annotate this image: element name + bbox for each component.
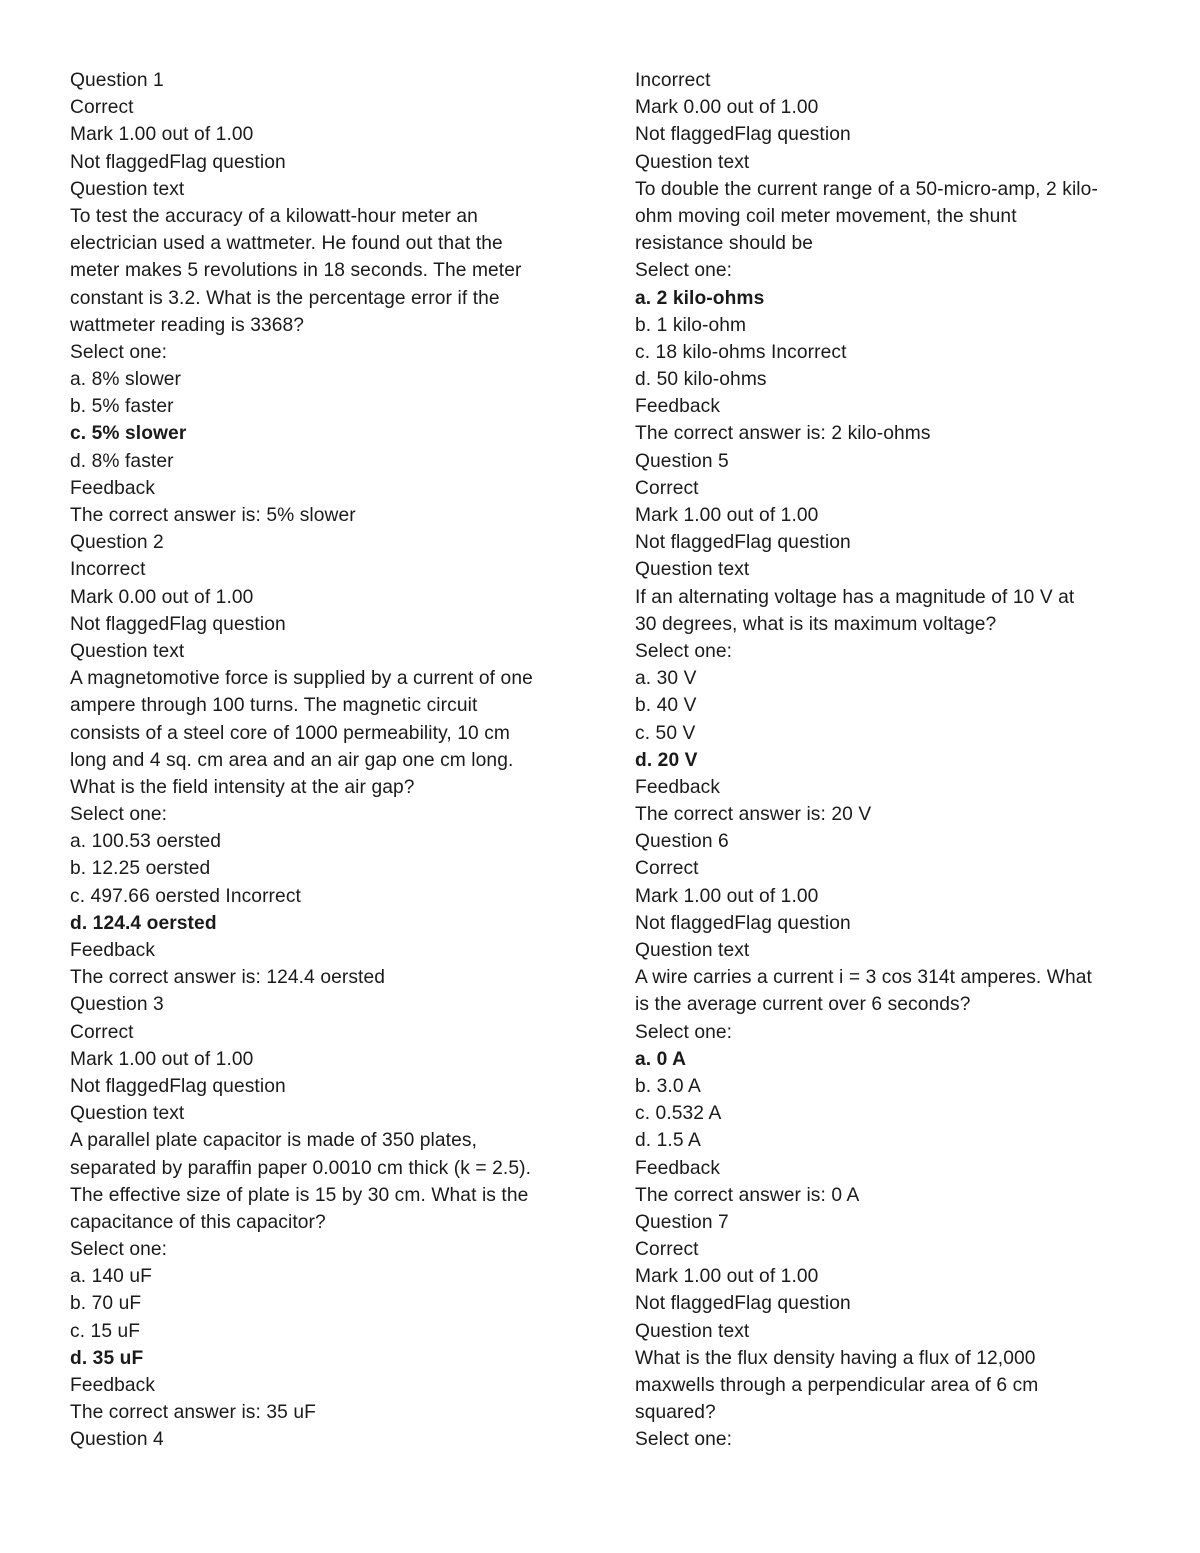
select-one-label: Select one: bbox=[70, 804, 168, 826]
question-text-line: To double the current range of a 50-micro-amp, 2 kilo- bbox=[635, 178, 1098, 200]
feedback-label: Feedback bbox=[70, 940, 156, 961]
question-text-line: electrician used a wattmeter. He found out that the bbox=[70, 233, 503, 255]
question-text-line: is the average current over 6 seconds? bbox=[635, 994, 971, 1016]
question-mark: Mark 1.00 out of 1.00 bbox=[635, 885, 819, 907]
answer-option[interactable]: a. 30 V bbox=[635, 668, 697, 690]
question-number: Question 1 bbox=[70, 70, 164, 91]
question-mark: Mark 1.00 out of 1.00 bbox=[635, 505, 819, 526]
question-state: Correct bbox=[635, 1239, 699, 1261]
question-text-line: ampere through 100 turns. The magnetic circuit bbox=[70, 695, 478, 717]
question-text-line: consists of a steel core of 1000 permeability, 10 cm bbox=[70, 722, 510, 744]
answer-option[interactable]: c. 15 uF bbox=[70, 1320, 141, 1342]
flag-question-link[interactable]: Not flaggedFlag question bbox=[635, 912, 851, 934]
answer-option[interactable]: b. 12.25 oersted bbox=[70, 858, 211, 880]
flag-question-link[interactable]: Not flaggedFlag question bbox=[70, 1075, 286, 1097]
question-text-line: A wire carries a current i = 3 cos 314t amperes. What bbox=[635, 967, 1092, 989]
flag-question-link[interactable]: Not flaggedFlag question bbox=[635, 124, 851, 146]
question-text-line: 30 degrees, what is its maximum voltage? bbox=[635, 613, 997, 635]
answer-option-correct[interactable]: a. 2 kilo-ohms bbox=[635, 287, 765, 309]
question-text-label: Question text bbox=[635, 559, 750, 581]
answer-option[interactable]: b. 70 uF bbox=[70, 1293, 142, 1315]
select-one-label: Select one: bbox=[635, 260, 733, 282]
question-text-line: The effective size of plate is 15 by 30 cm. What is the bbox=[70, 1184, 529, 1206]
answer-option[interactable]: b. 40 V bbox=[635, 695, 697, 717]
flag-question-link[interactable]: Not flaggedFlag question bbox=[635, 532, 851, 554]
question-text-line: What is the field intensity at the air gap? bbox=[70, 776, 415, 798]
answer-option[interactable]: b. 1 kilo-ohm bbox=[635, 314, 747, 336]
feedback-label: Feedback bbox=[70, 1375, 156, 1396]
answer-option-correct[interactable]: d. 124.4 oersted bbox=[70, 912, 217, 934]
select-one-label: Select one: bbox=[635, 640, 733, 662]
question-number: Question 4 bbox=[70, 1429, 164, 1451]
question-text-line: resistance should be bbox=[635, 233, 813, 255]
question-text-line: If an alternating voltage has a magnitude of 10 V at bbox=[635, 586, 1075, 608]
select-one-label: Select one: bbox=[70, 341, 168, 363]
answer-option[interactable]: d. 50 kilo-ohms bbox=[635, 369, 767, 391]
question-text-line: ohm moving coil meter movement, the shunt bbox=[635, 205, 1017, 227]
answer-option-correct[interactable]: d. 35 uF bbox=[70, 1347, 144, 1369]
question-text-line: constant is 3.2. What is the percentage error if the bbox=[70, 287, 500, 309]
answer-option[interactable]: b. 5% faster bbox=[70, 396, 174, 418]
left-column bbox=[70, 67, 575, 1454]
question-text-line: squared? bbox=[635, 1402, 716, 1424]
question-number: Question 5 bbox=[635, 450, 729, 472]
answer-option[interactable]: b. 3.0 A bbox=[635, 1075, 701, 1097]
question-mark: Mark 0.00 out of 1.00 bbox=[70, 586, 254, 608]
question-text-line: capacitance of this capacitor? bbox=[70, 1211, 326, 1233]
question-text-line: To test the accuracy of a kilowatt-hour meter an bbox=[70, 205, 478, 227]
answer-option-correct[interactable]: c. 5% slower bbox=[70, 423, 187, 445]
correct-answer-text: The correct answer is: 2 kilo-ohms bbox=[635, 423, 931, 445]
question-text-line: wattmeter reading is 3368? bbox=[70, 314, 305, 336]
select-one-label: Select one: bbox=[635, 1021, 733, 1043]
correct-answer-text: The correct answer is: 35 uF bbox=[70, 1402, 316, 1424]
answer-option-correct[interactable]: d. 20 V bbox=[635, 749, 698, 771]
question-text-line: separated by paraffin paper 0.0010 cm thick (k = 2.5). bbox=[70, 1157, 532, 1179]
question-text-line: meter makes 5 revolutions in 18 seconds. The meter bbox=[70, 260, 522, 282]
question-text-label: Question text bbox=[635, 1320, 750, 1342]
feedback-label: Feedback bbox=[70, 477, 156, 499]
question-number: Question 3 bbox=[70, 994, 164, 1016]
question-state: Incorrect bbox=[70, 559, 146, 581]
question-text-line: long and 4 sq. cm area and an air gap one cm long. bbox=[70, 749, 514, 771]
question-text-line: A parallel plate capacitor is made of 350 plates, bbox=[70, 1130, 478, 1152]
answer-option-correct[interactable]: a. 0 A bbox=[635, 1048, 687, 1070]
flag-question-link[interactable]: Not flaggedFlag question bbox=[70, 613, 286, 635]
correct-answer-text: The correct answer is: 5% slower bbox=[70, 505, 356, 526]
answer-option[interactable]: a. 140 uF bbox=[70, 1266, 152, 1288]
answer-option[interactable]: c. 50 V bbox=[635, 722, 696, 744]
correct-answer-text: The correct answer is: 124.4 oersted bbox=[70, 967, 386, 989]
answer-option-incorrect[interactable]: c. 497.66 oersted Incorrect bbox=[70, 885, 301, 907]
question-text-line: maxwells through a perpendicular area of 6 cm bbox=[635, 1375, 1039, 1396]
select-one-label: Select one: bbox=[70, 1239, 168, 1261]
right-column bbox=[635, 67, 1140, 1454]
question-state: Incorrect bbox=[635, 70, 711, 91]
answer-option-incorrect[interactable]: c. 18 kilo-ohms Incorrect bbox=[635, 341, 847, 363]
question-text-line: What is the flux density having a flux of 12,000 bbox=[635, 1347, 1036, 1369]
question-mark: Mark 1.00 out of 1.00 bbox=[70, 124, 254, 146]
answer-option[interactable]: d. 8% faster bbox=[70, 450, 174, 472]
correct-answer-text: The correct answer is: 0 A bbox=[635, 1184, 860, 1206]
question-mark: Mark 0.00 out of 1.00 bbox=[635, 97, 819, 119]
feedback-label: Feedback bbox=[635, 776, 721, 798]
question-number: Question 6 bbox=[635, 831, 729, 853]
question-state: Correct bbox=[70, 97, 134, 119]
question-state: Correct bbox=[635, 858, 699, 880]
feedback-label: Feedback bbox=[635, 1157, 721, 1179]
question-text-label: Question text bbox=[70, 640, 185, 662]
question-number: Question 2 bbox=[70, 532, 164, 554]
question-text-label: Question text bbox=[70, 178, 185, 200]
answer-option[interactable]: a. 100.53 oersted bbox=[70, 831, 222, 853]
correct-answer-text: The correct answer is: 20 V bbox=[635, 804, 872, 826]
question-state: Correct bbox=[70, 1021, 134, 1043]
select-one-label: Select one: bbox=[635, 1429, 733, 1451]
answer-option[interactable]: c. 0.532 A bbox=[635, 1103, 722, 1125]
question-mark: Mark 1.00 out of 1.00 bbox=[635, 1266, 819, 1288]
answer-option[interactable]: a. 8% slower bbox=[70, 369, 182, 391]
answer-option[interactable]: d. 1.5 A bbox=[635, 1130, 701, 1152]
question-state: Correct bbox=[635, 477, 699, 499]
question-text-label: Question text bbox=[635, 940, 750, 961]
question-text-label: Question text bbox=[635, 151, 750, 173]
flag-question-link[interactable]: Not flaggedFlag question bbox=[635, 1293, 851, 1315]
question-text-line: A magnetomotive force is supplied by a current of one bbox=[70, 668, 533, 690]
question-mark: Mark 1.00 out of 1.00 bbox=[70, 1048, 254, 1070]
question-number: Question 7 bbox=[635, 1211, 729, 1233]
flag-question-link[interactable]: Not flaggedFlag question bbox=[70, 151, 286, 173]
question-text-label: Question text bbox=[70, 1103, 185, 1125]
feedback-label: Feedback bbox=[635, 396, 721, 418]
